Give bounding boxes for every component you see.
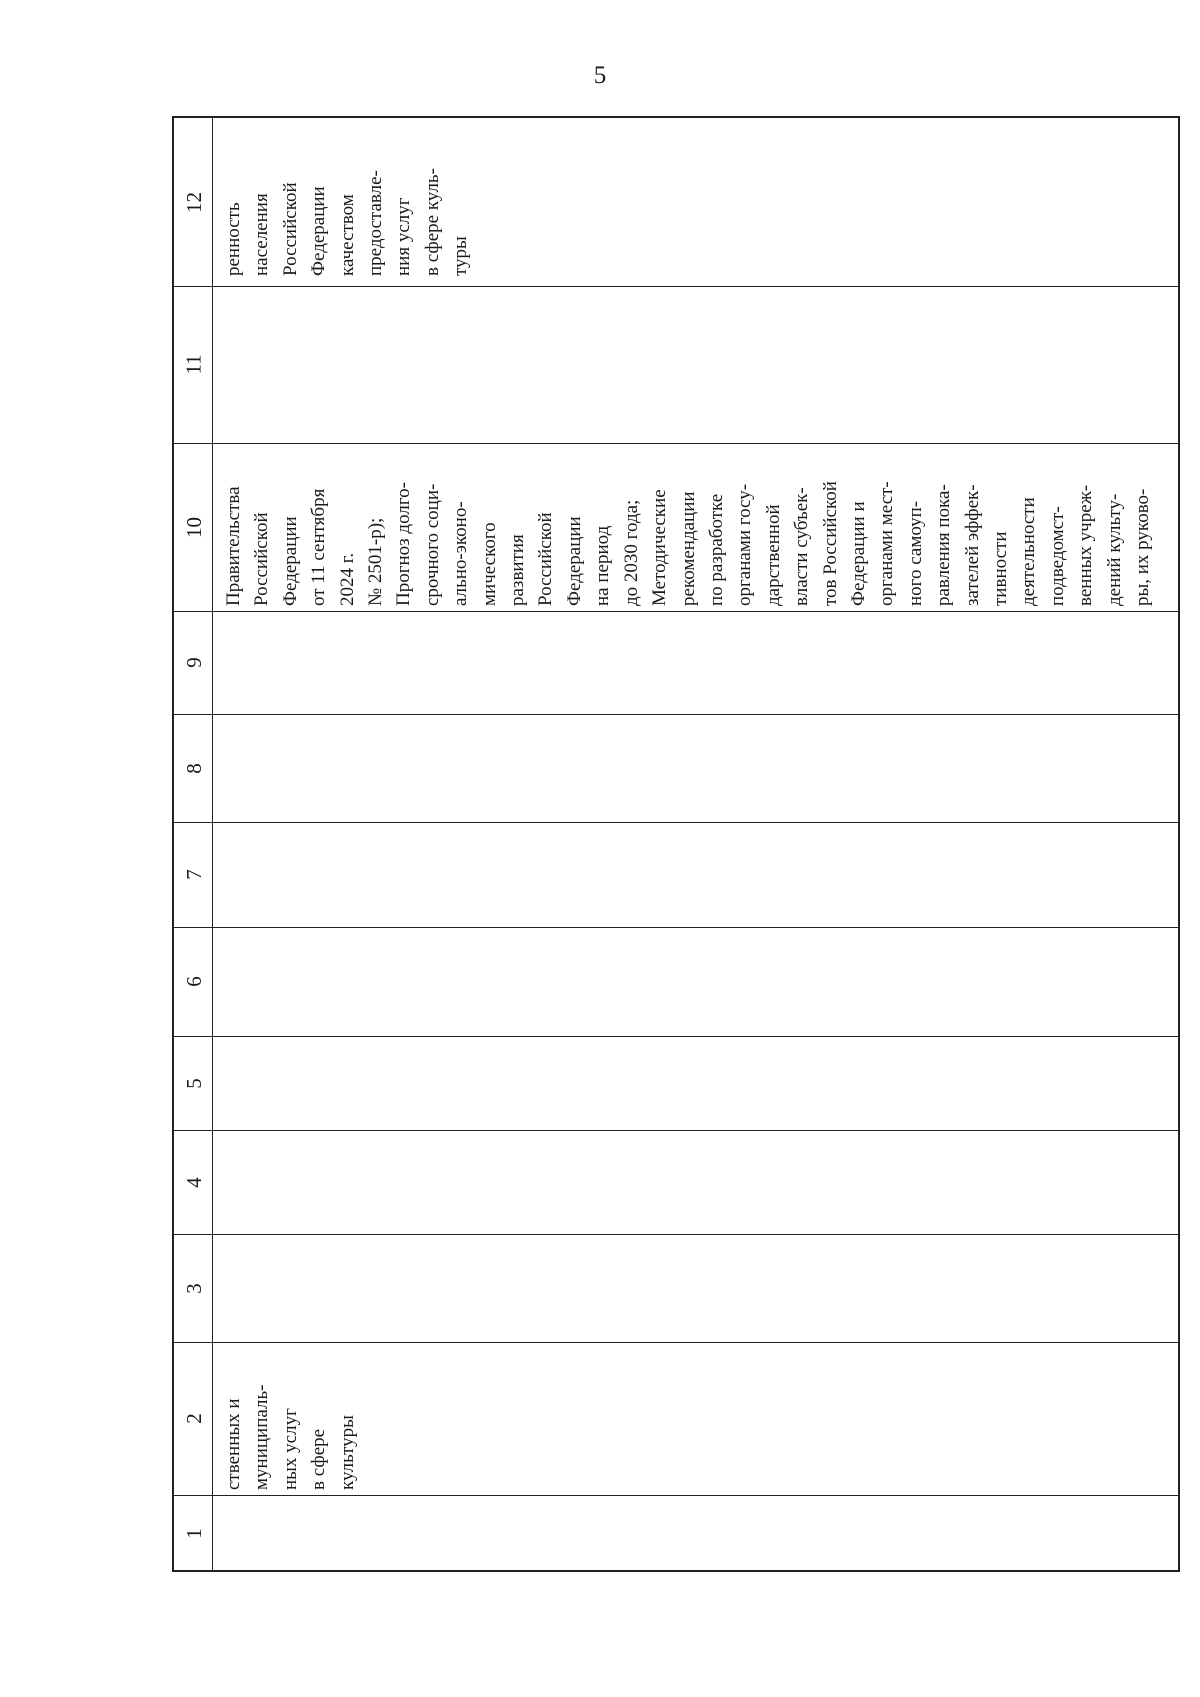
cell-line: рекомендации xyxy=(677,491,699,606)
cell-line: Российской xyxy=(279,182,301,276)
column-number-11: 11 xyxy=(181,354,206,375)
cell-line: власти субъек- xyxy=(791,487,813,606)
column-number-5: 5 xyxy=(181,1077,206,1089)
cell-line: муниципаль- xyxy=(251,1384,273,1490)
column-number-1: 1 xyxy=(181,1528,206,1539)
cell-line: населения xyxy=(251,193,273,276)
cell-line: Федерации и xyxy=(847,501,869,606)
cell-line: ного самоуп- xyxy=(904,500,926,606)
cell-line: Российской xyxy=(535,512,557,606)
cell-line: деятельности xyxy=(1018,497,1040,606)
cell-line: в сфере xyxy=(308,1428,330,1490)
row-divider xyxy=(174,1234,1178,1235)
cell-line: на период xyxy=(592,525,614,606)
cell-line: дарственной xyxy=(762,504,784,606)
cell-line: Федерации xyxy=(563,516,585,606)
row-divider xyxy=(174,1342,1178,1343)
row-divider xyxy=(174,1495,1178,1496)
column-number-6: 6 xyxy=(181,976,206,987)
row-divider xyxy=(174,1130,1178,1131)
cell-line: Прогноз долго- xyxy=(393,482,415,606)
cell-line: развития xyxy=(507,534,529,606)
cell-line: Правительства xyxy=(223,486,244,606)
column-number-8: 8 xyxy=(181,762,206,774)
page-number: 5 xyxy=(593,62,607,89)
cell-line: Федерации xyxy=(279,516,301,606)
cell-line: мического xyxy=(478,522,500,606)
cell-line: венных учреж- xyxy=(1075,484,1097,606)
column-number-12: 12 xyxy=(181,191,206,213)
row-divider xyxy=(174,443,1178,444)
row-divider xyxy=(174,286,1178,287)
cell-line: ния услуг xyxy=(393,197,415,276)
cell-line: органами мест- xyxy=(876,481,898,606)
row-divider xyxy=(174,927,1178,928)
row-divider xyxy=(174,611,1178,612)
cell-line: ных услуг xyxy=(279,1408,301,1490)
cell-line: № 2501-р); xyxy=(365,517,387,606)
cell-line: ственных и xyxy=(223,1398,244,1490)
column-number-10: 10 xyxy=(181,516,206,538)
row-divider xyxy=(174,1036,1178,1037)
cell-line: в сфере куль- xyxy=(421,168,443,276)
cell-line: 2024 г. xyxy=(336,552,358,606)
cell-line: органами госу- xyxy=(734,483,756,606)
column-number-3: 3 xyxy=(181,1282,206,1294)
row-divider xyxy=(174,714,1178,715)
cell-line: Методические xyxy=(649,489,671,606)
cell-line: ально-эконо- xyxy=(450,501,472,606)
column-2-text xyxy=(220,1385,362,1490)
cell-line: Федерации xyxy=(308,186,330,276)
rotated-table xyxy=(172,116,1180,1572)
cell-line: равления пока- xyxy=(933,484,955,606)
cell-line: предоставле- xyxy=(365,170,387,276)
cell-line: дений культу- xyxy=(1103,493,1125,606)
cell-line: ренность xyxy=(223,202,244,276)
cell-line: до 2030 года; xyxy=(620,499,642,606)
column-12-text xyxy=(220,168,476,276)
cell-line: срочного соци- xyxy=(421,483,443,606)
column-number-9: 9 xyxy=(181,657,206,668)
row-divider xyxy=(174,822,1178,823)
cell-line: зателей эффек- xyxy=(961,484,983,606)
cell-line: по разработке xyxy=(705,493,727,606)
cell-line: культуры xyxy=(336,1415,358,1490)
cell-line: подведомст- xyxy=(1046,506,1068,606)
cell-line: тов Российской xyxy=(819,481,841,606)
cell-line: от 11 сентября xyxy=(308,488,330,606)
cell-line: Российской xyxy=(251,512,273,606)
cell-line: туры xyxy=(450,236,472,276)
column-number-4: 4 xyxy=(181,1176,206,1188)
column-number-7: 7 xyxy=(181,869,206,880)
cell-line: тивности xyxy=(989,531,1011,606)
cell-line: ры, их руково- xyxy=(1132,488,1153,606)
cell-line: качеством xyxy=(336,194,358,276)
column-number-2: 2 xyxy=(181,1413,206,1424)
column-10-text xyxy=(220,481,1157,606)
